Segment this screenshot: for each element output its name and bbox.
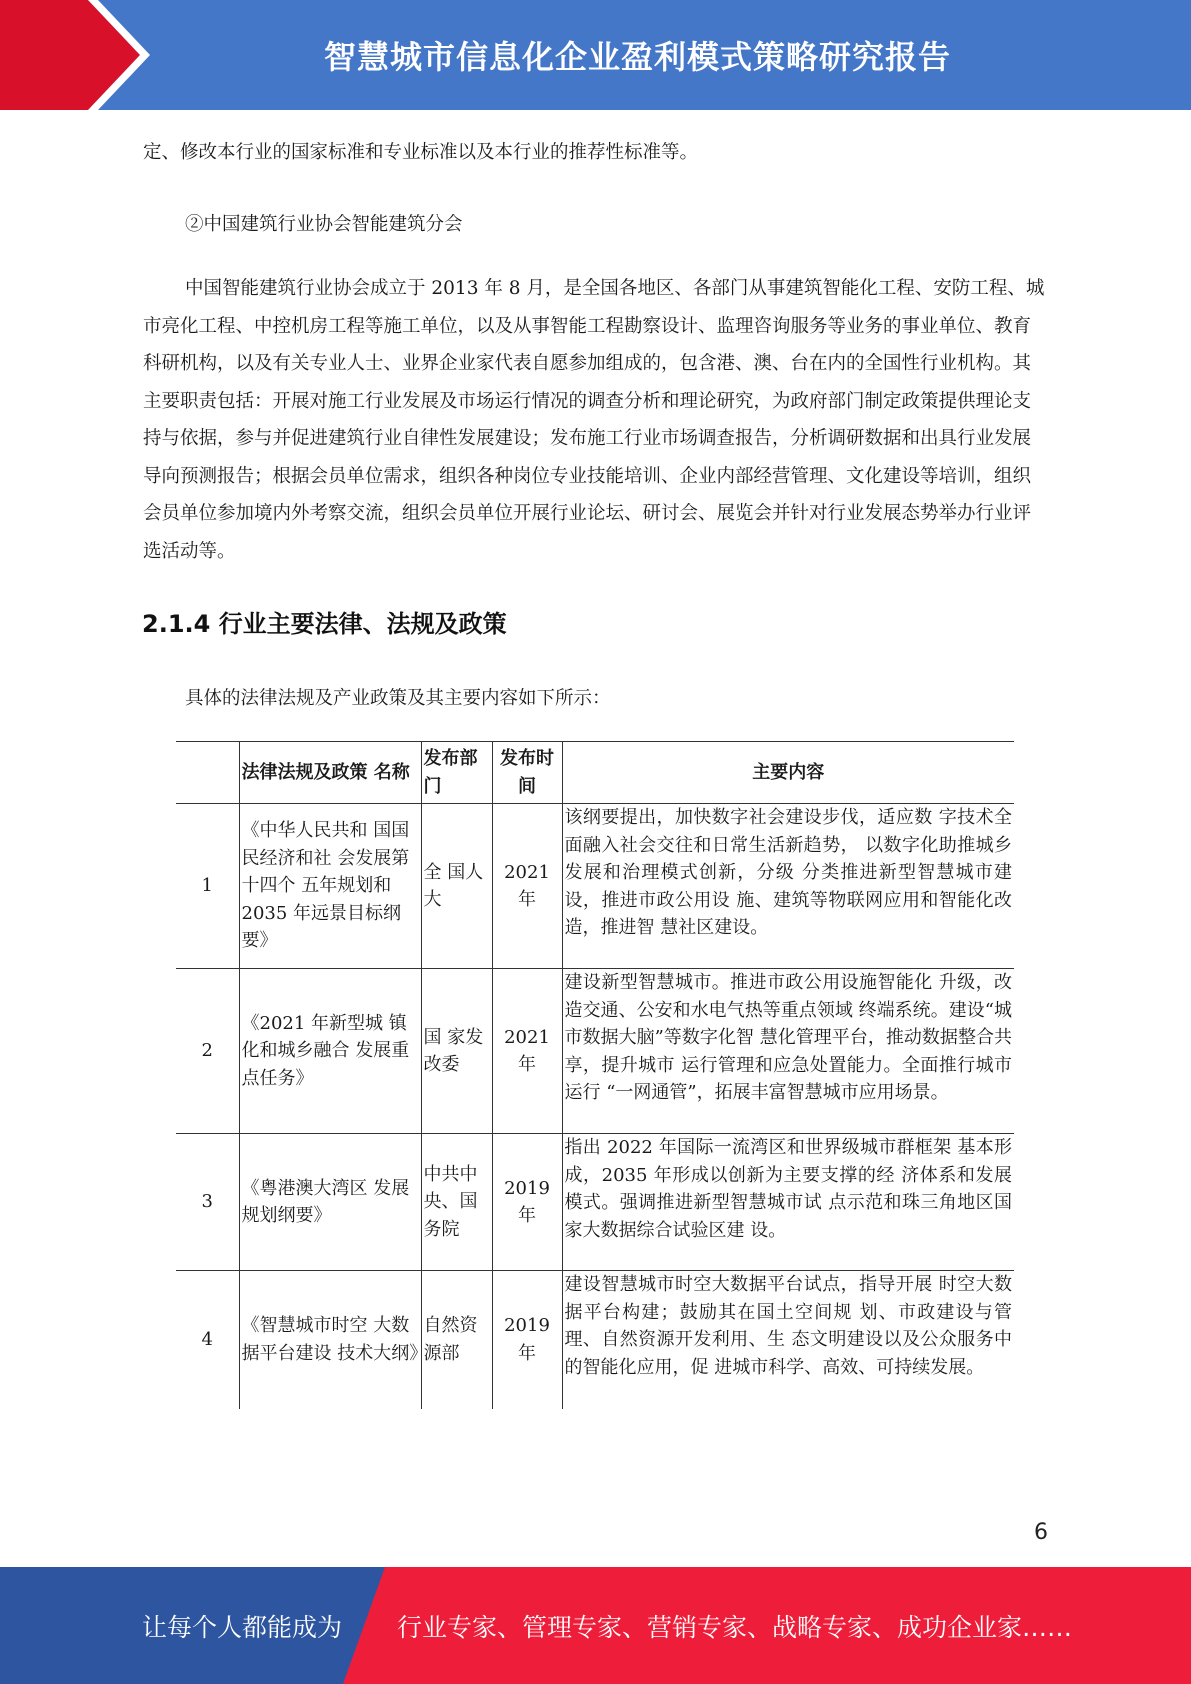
page-number: 6 (1034, 1520, 1048, 1545)
row-date: 2019 年 (492, 1271, 562, 1409)
section-heading: 2.1.4 行业主要法律、法规及政策 (142, 610, 507, 638)
row-content: 该纲要提出，加快数字社会建设步伐，适应数 字技术全面融入社会交往和日常生活新趋势， 以数字化助推城乡发展和治理模式创新，分级 分类推进新型智慧城市建设，推进市政公用设 施、建筑等物联网应用和智能化改造，推进智 慧社区建设。 (562, 804, 1014, 969)
row-date: 2019 年 (492, 1134, 562, 1271)
footer-slogan-right: 行业专家、管理专家、营销专家、战略专家、成功企业家…… (397, 1612, 1073, 1642)
row-index: 4 (176, 1271, 239, 1409)
table-row (176, 1134, 1014, 1271)
row-issuer: 全 国人大 (421, 804, 492, 969)
continuation-text: 定、修改本行业的国家标准和专业标准以及本行业的推荐性标准等。 (143, 142, 699, 163)
header-content: 主要内容 (562, 742, 1014, 804)
header-issuer: 发布部门 (421, 742, 492, 804)
table-header-row (176, 742, 1014, 804)
row-issuer: 国 家发 改委 (421, 969, 492, 1134)
row-issuer: 自然资源部 (421, 1271, 492, 1409)
table-row (176, 804, 1014, 969)
row-date: 2021 年 (492, 969, 562, 1134)
header-banner (0, 0, 1191, 110)
association-paragraph: 中国智能建筑行业协会成立于 2013 年 8 月，是全国各地区、各部门从事建筑智能化工程、安防工程、城市亮化工程、中控机房工程等施工单位，以及从事智能工程勘察设计、监理咨询服务等业务的事业单位、教育科研机构，以及有关专业人士、业界企业家代表自愿参加组成的，包含港、澳、台在内的全国性行业机构。其主要职责包括：开展对施工行业发展及市场运行情况的调查分析和理论研究，为政府部门制定政策提供理论支持与依据，参与并促进建筑行业自律性发展建设；发布施工行业市场调查报告，分析调研数据和出具行业发展导向预测报告；根据会员单位需求，组织各种岗位专业技能培训、企业内部经营管理、文化建设等培训，组织会员单位参加境内外考察交流，组织会员单位开展行业论坛、研讨会、展览会并针对行业发展态势举办行业评选活动等。 (143, 278, 1045, 562)
table-row (176, 969, 1014, 1134)
footer-banner (0, 1567, 1191, 1684)
report-title: 智慧城市信息化企业盈利模式策略研究报告 (323, 38, 951, 76)
subheading: ②中国建筑行业协会智能建筑分会 (185, 214, 463, 235)
row-name: 《粤港澳大湾区 发展规划纲要》 (239, 1134, 421, 1271)
row-date: 2021 年 (492, 804, 562, 969)
row-name: 《智慧城市时空 大数据平台建设 技术大纲》 (239, 1271, 421, 1409)
header-name: 法律法规及政策 名称 (239, 742, 421, 804)
table-row (176, 1271, 1014, 1409)
row-issuer: 中共中央、国务院 (421, 1134, 492, 1271)
row-content: 指出 2022 年国际一流湾区和世界级城市群框架 基本形成，2035 年形成以创新为主要支撑的经 济体系和发展模式。强调推进新型智慧城市试 点示范和珠三角地区国家大数据综合试验区建 设。 (562, 1134, 1014, 1271)
header-index (176, 742, 239, 804)
table-intro: 具体的法律法规及产业政策及其主要内容如下所示： (185, 688, 611, 709)
row-content: 建设智慧城市时空大数据平台试点，指导开展 时空大数据平台构建；鼓励其在国土空间规 划、市政建设与管理、自然资源开发利用、生 态文明建设以及公众服务中的智能化应用，促 进城市科学、高效、可持续发展。 (564, 1274, 1012, 1378)
row-content: 建设新型智慧城市。推进市政公用设施智能化 升级，改造交通、公安和水电气热等重点领域 终端系统。建设“城市数据大脑”等数字化智 慧化管理平台，推动数据整合共享，提升城市 运行管理和应急处置能力。全面推行城市运行 “一网通管”，拓展丰富智慧城市应用场景。 (562, 969, 1014, 1134)
laws-table (176, 741, 1014, 1409)
row-index: 1 (176, 804, 239, 969)
footer-slogan-left: 让每个人都能成为 (142, 1612, 343, 1642)
row-name: 《中华人民共和 国国民经济和社 会发展第十四个 五年规划和 2035 年远景目标纲 要》 (239, 804, 421, 969)
row-index: 2 (176, 969, 239, 1134)
header-date: 发布时间 (492, 742, 562, 804)
row-index: 3 (176, 1134, 239, 1271)
row-name: 《2021 年新型城 镇化和城乡融合 发展重点任务》 (239, 969, 421, 1134)
